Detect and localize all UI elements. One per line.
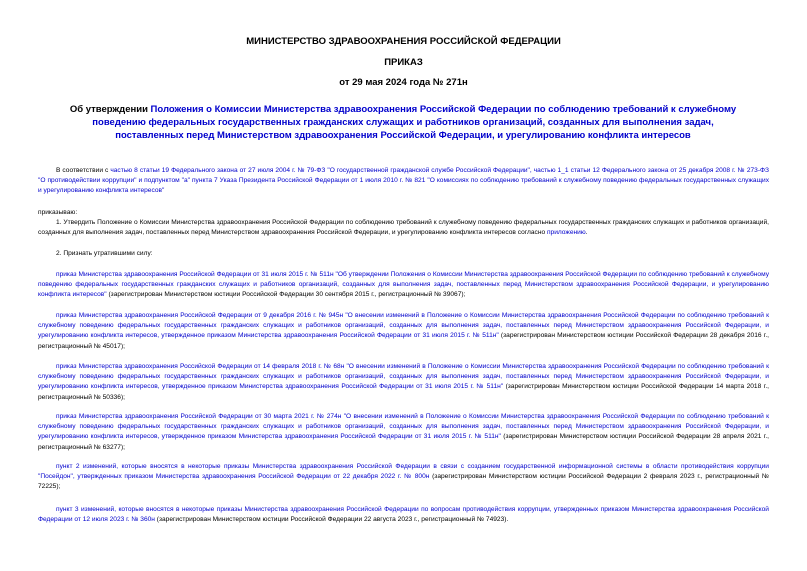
item-2-heading: 2. Признать утратившими силу: — [56, 250, 153, 257]
preamble-text: В соответствии с — [56, 167, 111, 174]
repealed-order-paragraph — [38, 462, 769, 493]
repealed-order-registration: (зарегистрирован Министерством юстиции Российской Федерации 28 декабря 2016 г., регистрационный № 45017); — [38, 332, 769, 350]
preamble-law-link[interactable]: частью 8 статьи 19 Федерального закона от 27 июля 2004 г. № 79-ФЗ "О государственной гражданской службе Российской Федерации", частью 1_1 статьи 12 Федерального закона от 25 декабря 2008 г. № 273-ФЗ "О противодействии коррупции" и подпунктом "а" пункта 7 Указа Президента Российской Федерации от 1 июля 2010 г. № 821 "О комиссиях по соблюдению требований к служебному поведению федеральных государственных служащих и урегулированию конфликта интересов" — [38, 167, 770, 195]
repealed-order-link[interactable]: приказ Министерства здравоохранения Российской Федерации от 30 марта 2021 г. № 274н "О внесении изменений в Положение о Комиссии Министерства здравоохранения Российской Федерации по соблюдению требований к служебному поведению федеральных государственных гражданских служащих и работников организаций, созданных для выполнения задач, поставленных перед Министерством здравоохранения Российской Федерации, и урегулированию конфликта интересов, утвержденное приказом Министерства здравоохранения Российской Федерации от 31 июля 2015 г. № 511н" — [38, 413, 769, 441]
repealed-order-registration: (зарегистрирован Министерством юстиции Российской Федерации 28 апреля 2021 г., регистрационный № 63277); — [38, 433, 769, 451]
title-link[interactable]: Положения о Комиссии Министерства здравоохранения Российской Федерации по соблюдению требований к служебному поведению федеральных государственных гражданских служащих и работников организаций, созданных для выполнения задач, поставленных перед Министерством здравоохранения Российской Федерации, и урегулированию конфликта интересов — [92, 104, 737, 141]
ministry-heading: МИНИСТЕРСТВО ЗДРАВООХРАНЕНИЯ РОССИЙСКОЙ ФЕДЕРАЦИИ — [246, 36, 561, 47]
repealed-order-registration: (зарегистрирован Министерством юстиции Российской Федерации 2 февраля 2023 г., регистрационный № 72225); — [38, 473, 770, 491]
repealed-order-paragraph — [38, 311, 769, 352]
repealed-order-registration: (зарегистрирован Министерством юстиции Российской Федерации 14 марта 2018 г., регистрационный № 50336); — [38, 383, 769, 401]
document-title — [58, 103, 748, 142]
preamble-paragraph — [38, 166, 769, 197]
item-1-end: . — [585, 229, 588, 237]
repealed-order-registration: (зарегистрирован Министерством юстиции Российской Федерации 30 сентября 2015 г., регистрационный № 39067); — [106, 291, 466, 299]
repealed-order-paragraph — [38, 270, 769, 301]
repealed-order-link[interactable]: приказ Министерства здравоохранения Российской Федерации от 14 февраля 2018 г. № 68н "О внесении изменений в Положение о Комиссии Министерства здравоохранения Российской Федерации по соблюдению требований к служебному поведению федеральных государственных гражданских служащих и работников организаций, созданных для выполнения задач, поставленных перед Министерством здравоохранения Российской Федерации, и урегулированию конфликта интересов, утвержденное приказом Министерства здравоохранения Российской Федерации от 31 июля 2015 г. № 511н" — [38, 363, 769, 391]
repealed-order-link[interactable]: пункт 3 изменений, которые вносятся в некоторые приказы Министерства здравоохранения Российской Федерации по вопросам противодействия коррупции, утвержденных приказом Министерства здравоохранения Российской Федерации от 12 июля 2023 г. № 360н — [38, 506, 769, 524]
title-prefix: Об утверждении — [69, 104, 151, 115]
repealed-order-link[interactable]: приказ Министерства здравоохранения Российской Федерации от 9 декабря 2016 г. № 945н "О внесении изменений в Положение о Комиссии Министерства здравоохранения Российской Федерации по соблюдению требований к служебному поведению федеральных государственных гражданских служащих и работников организаций, созданных для выполнения задач, поставленных перед Министерством здравоохранения Российской Федерации, и урегулированию конфликта интересов, утвержденное приказом Министерства здравоохранения Российской Федерации от 31 июля 2015 г. № 511н" — [38, 312, 769, 340]
repealed-order-link[interactable]: приказ Министерства здравоохранения Российской Федерации от 31 июля 2015 г. № 511н "Об утверждении Положения о Комиссии Министерства здравоохранения Российской Федерации по соблюдению требований к служебному поведению федеральных государственных гражданских служащих и работников организаций, созданных для выполнения задач, поставленных перед Министерством здравоохранения Российской Федерации, и урегулированию конфликта интересов" — [38, 271, 769, 299]
repealed-order-link[interactable]: пункт 2 изменений, которые вносятся в некоторые приказы Министерства здравоохранения Российской Федерации в связи с созданием государственной информационной системы в области противодействия коррупции "Посейдон", утвержденных приказом Министерства здравоохранения Российской Федерации от 22 декабря 2022 г. № 800н — [38, 463, 769, 481]
repealed-order-paragraph — [38, 362, 769, 403]
order-word: приказываю: — [38, 209, 78, 216]
repealed-order-registration: (зарегистрирован Министерством юстиции Российской Федерации 22 августа 2023 г., регистрационный № 74923). — [154, 516, 509, 524]
repealed-order-paragraph — [38, 505, 769, 525]
document-type-heading: ПРИКАЗ — [384, 57, 423, 68]
appendix-link[interactable]: приложению — [546, 229, 586, 237]
item-1-text: 1. Утвердить Положение о Комиссии Министерства здравоохранения Российской Федерации по соблюдению требований к служебному поведению федеральных государственных гражданских служащих и работников организаций, созданных для выполнения задач, поставленных перед Министерством здравоохранения Российской Федерации, и урегулированию конфликта интересов согласно — [38, 219, 769, 237]
repealed-order-paragraph — [38, 412, 769, 453]
date-number-heading: от 29 мая 2024 года № 271н — [339, 77, 468, 88]
item-1-paragraph — [38, 218, 769, 238]
